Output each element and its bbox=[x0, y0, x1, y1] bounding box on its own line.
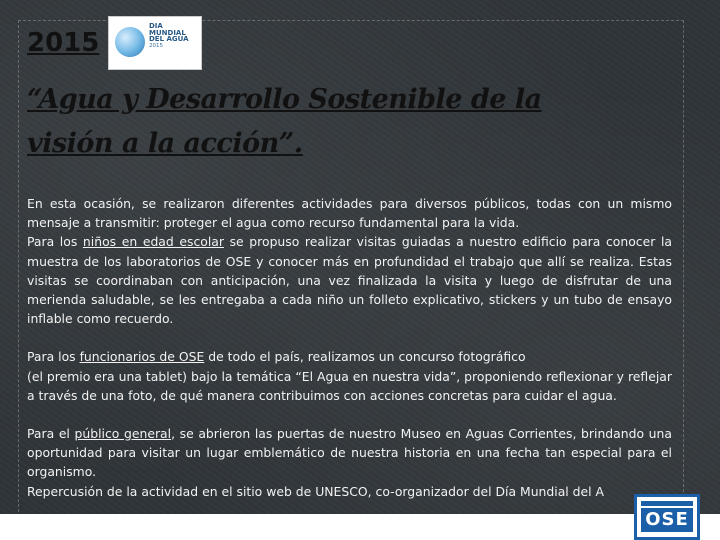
paragraph-public-post: , se abrieron las puertas de nuestro Museo en Aguas Corrientes, brindando una oportunidad para visitar un lugar emblemático de nuestra historia en una fecha tan especial para el organismo. bbox=[27, 426, 672, 480]
public-link[interactable]: público general bbox=[74, 426, 172, 442]
title-line-1: “Agua y Desarrollo Sostenible de la bbox=[27, 84, 542, 115]
paragraph-public bbox=[27, 424, 672, 482]
paragraph-staff bbox=[27, 347, 672, 366]
body-text bbox=[27, 194, 672, 501]
paragraph-unesco: Repercusión de la actividad en el sitio web de UNESCO, co-organizador del Día Mundial del A bbox=[27, 483, 605, 499]
globe-icon bbox=[115, 27, 145, 57]
paragraph-contest: (el premio era una tablet) bajo la temática “El Agua en nuestra vida”, proponiendo reflexionar y reflejar a través de una foto, de qué manera contribuimos con acciones concretas para cuidar el agua. bbox=[27, 368, 672, 403]
paragraph-staff-post: de todo el país, realizamos un concurso fotográfico bbox=[204, 349, 526, 365]
logo-line-1: DIA MUNDIAL bbox=[149, 22, 186, 37]
page-title bbox=[27, 78, 627, 166]
ose-logo bbox=[634, 494, 700, 540]
logo-line-2: DEL AGUA bbox=[149, 35, 189, 43]
paragraph-intro: En esta ocasión, se realizaron diferentes actividades para diversos públicos, todas con un mismo mensaje a transmitir: proteger el agua como recurso fundamental para la vida. bbox=[27, 196, 672, 231]
link-strip bbox=[0, 514, 720, 540]
logo-line-3: 2015 bbox=[149, 42, 163, 49]
world-water-day-logo bbox=[108, 16, 202, 70]
paragraph-children bbox=[27, 232, 672, 328]
paragraph-children-pre: Para los bbox=[27, 234, 83, 250]
title-line-2: visión a la acción”. bbox=[27, 128, 303, 159]
staff-link[interactable]: funcionarios de OSE bbox=[79, 349, 205, 365]
ose-logo-bar bbox=[641, 501, 693, 506]
ose-logo-text: OSE bbox=[641, 508, 693, 532]
paragraph-public-pre: Para el bbox=[27, 426, 75, 442]
children-link[interactable]: niños en edad escolar bbox=[82, 234, 224, 250]
logo-text bbox=[149, 23, 199, 49]
year-heading: 2015 bbox=[27, 28, 100, 58]
paragraph-children-post: se propuso realizar visitas guiadas a nuestro edificio para conocer la muestra de los laboratorios de OSE y conocer más en profundidad el trabajo que allí se realiza. Estas visitas se coordinaban con anticipación, una vez finalizada la visita y luego de disfrutar de una merienda saludable, se les entregaba a cada niño un folleto explicativo, stickers y un tubo de ensayo inflable como recuerdo. bbox=[27, 234, 672, 327]
paragraph-staff-pre: Para los bbox=[27, 349, 80, 365]
